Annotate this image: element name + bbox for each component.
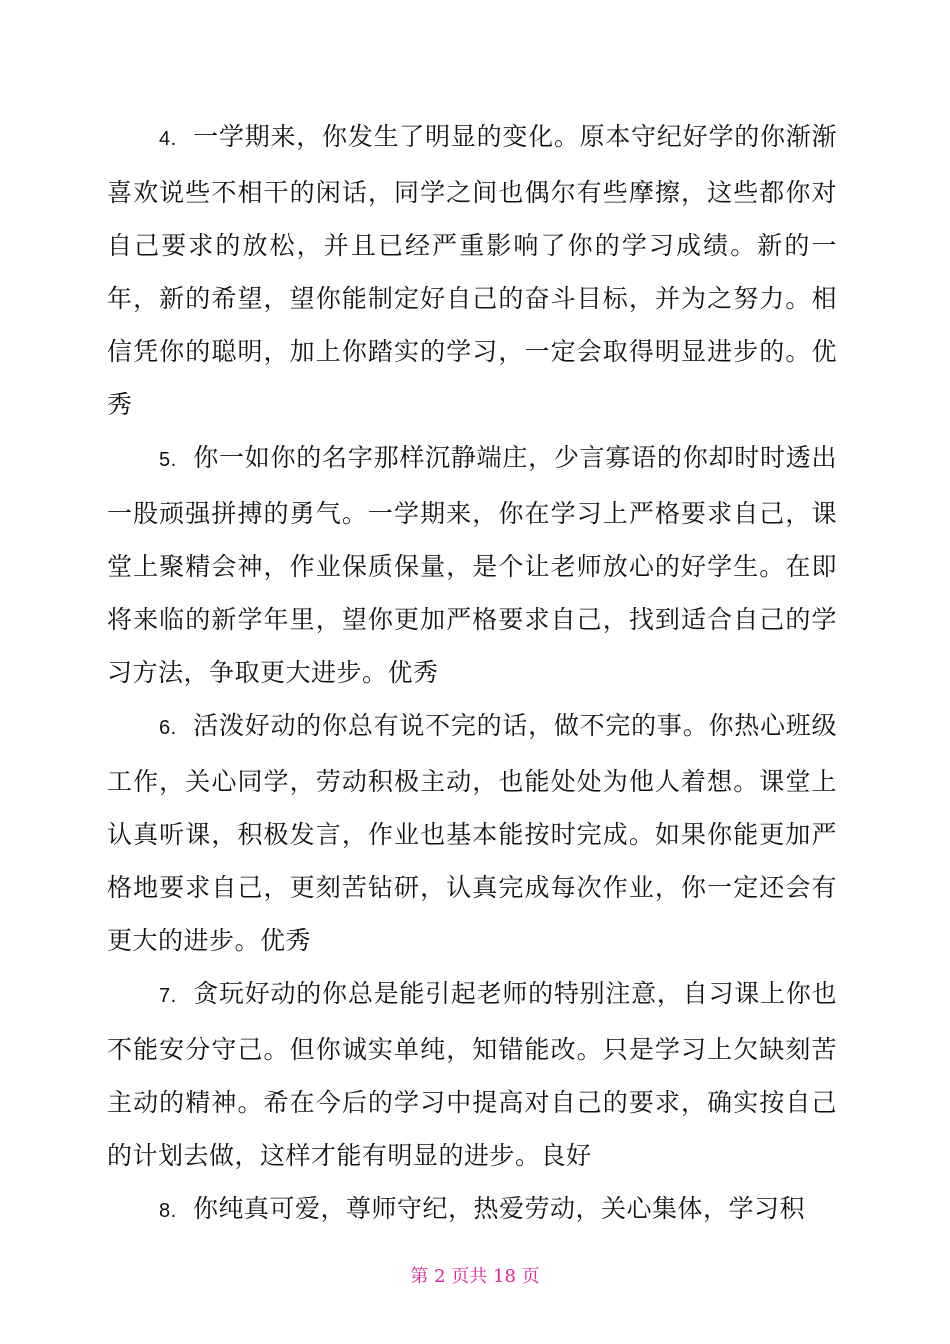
paragraph-4	[107, 110, 837, 431]
paragraph-text: 一学期来，你发生了明显的变化。原本守纪好学的你渐渐喜欢说些不相干的闲话，同学之间也偶尔有些摩擦，这些都你对自己要求的放松，并且已经严重影响了你的学习成绩。新的一年，新的希望，望你能制定好自己的奋斗目标，并为之努力。相信凭你的聪明，加上你踏实的学习，一定会取得明显进步的。优秀	[107, 122, 837, 419]
document-body	[107, 110, 837, 1238]
paragraph-text: 你一如你的名字那样沉静端庄，少言寡语的你却时时透出一股顽强拼搏的勇气。一学期来，你在学习上严格要求自己，课堂上聚精会神，作业保质保量，是个让老师放心的好学生。在即将来临的新学年里，望你更加严格要求自己，找到适合自己的学习方法，争取更大进步。优秀	[107, 443, 837, 687]
paragraph-text: 你纯真可爱，尊师守纪，热爱劳动，关心集体，学习积	[193, 1194, 806, 1223]
paragraph-number: 8.	[159, 1200, 177, 1222]
paragraph-7	[107, 967, 837, 1182]
page-footer-label: 第 2 页共 18 页	[410, 1266, 540, 1287]
paragraph-text: 贪玩好动的你总是能引起老师的特别注意，自习课上你也不能安分守己。但你诚实单纯，知错能改。只是学习上欠缺刻苦主动的精神。希在今后的学习中提高对自己的要求，确实按自己的计划去做，这样才能有明显的进步。良好	[107, 979, 837, 1170]
paragraph-8	[107, 1182, 837, 1238]
paragraph-number: 5.	[159, 449, 177, 471]
paragraph-text: 活泼好动的你总有说不完的话，做不完的事。你热心班级工作，关心同学，劳动积极主动，也能处处为他人着想。课堂上认真听课，积极发言，作业也基本能按时完成。如果你能更加严格地要求自己，更刻苦钻研，认真完成每次作业，你一定还会有更大的进步。优秀	[107, 711, 837, 955]
paragraph-number: 4.	[159, 128, 177, 150]
paragraph-6	[107, 699, 837, 967]
paragraph-5	[107, 431, 837, 699]
paragraph-number: 6.	[159, 717, 177, 739]
paragraph-number: 7.	[159, 985, 177, 1007]
